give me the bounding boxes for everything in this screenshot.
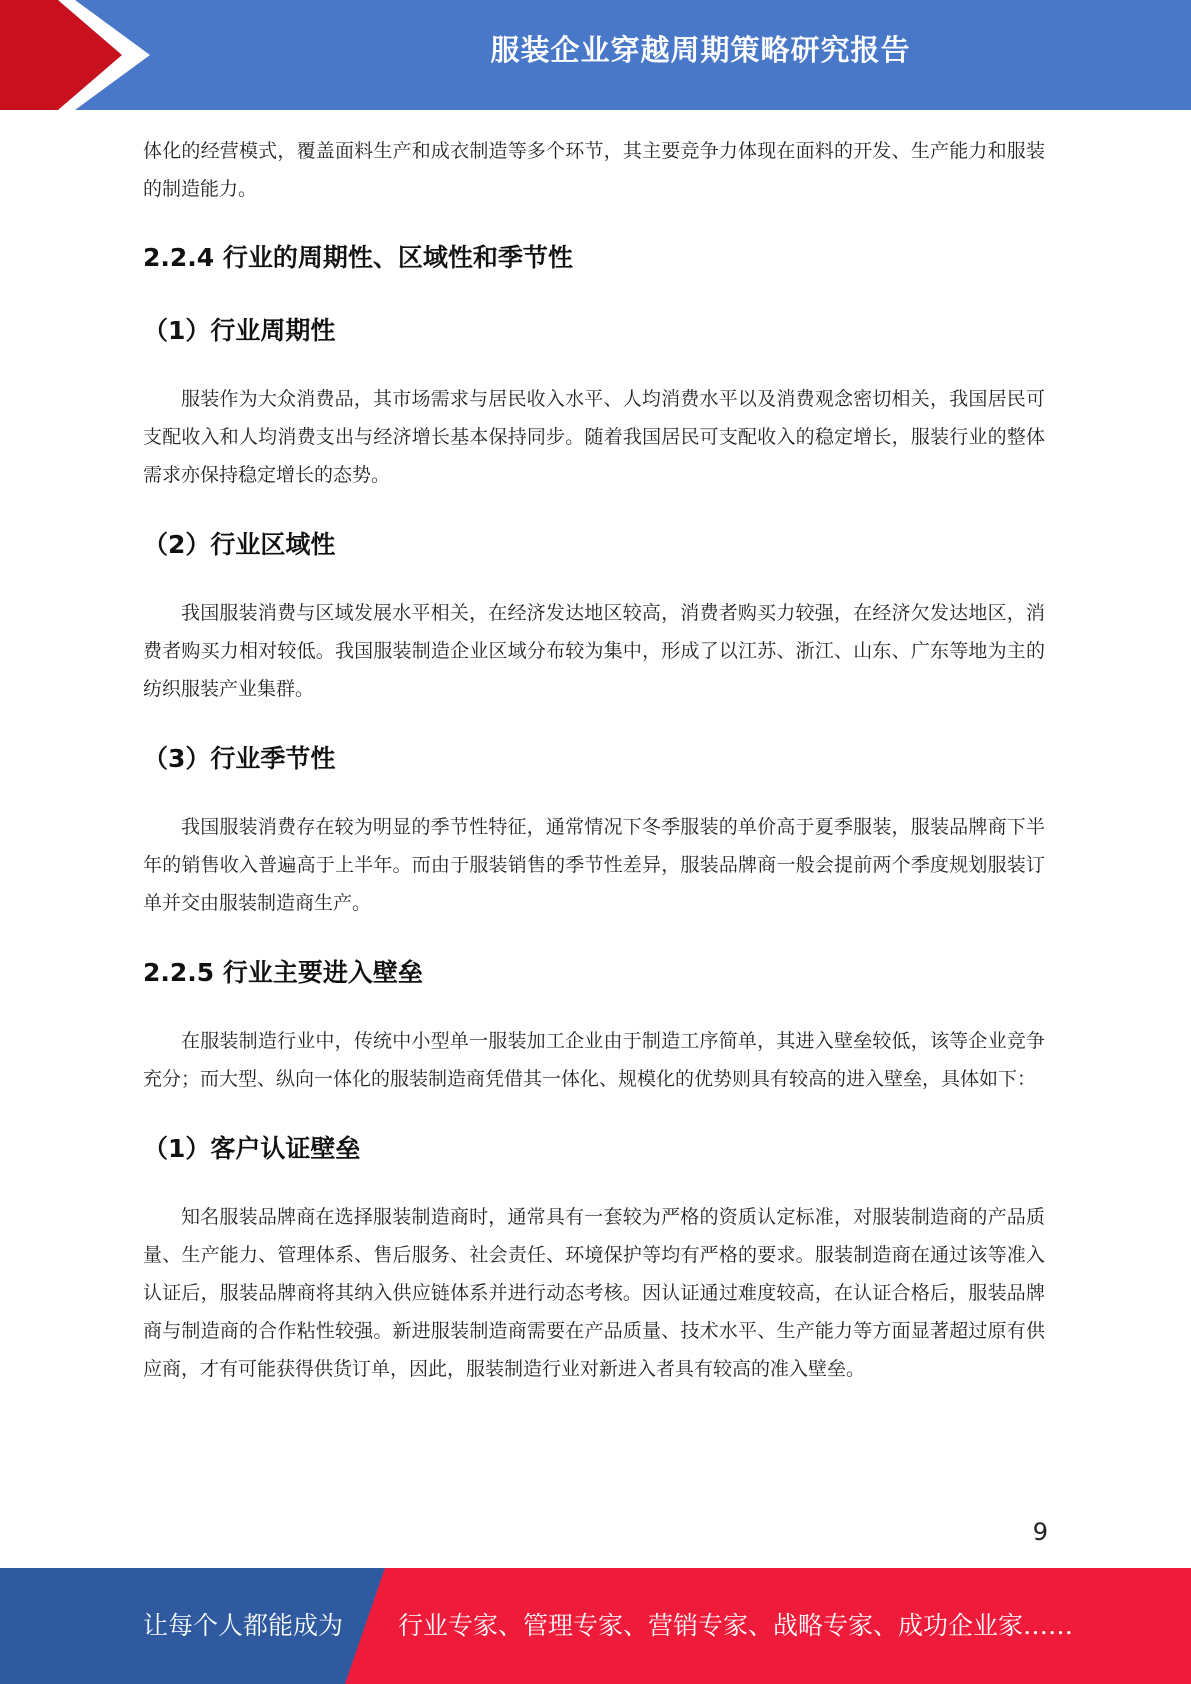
paragraph-industry-cyclicality: 服装作为大众消费品，其市场需求与居民收入水平、人均消费水平以及消费观念密切相关，我国居民可支配收入和人均消费支出与经济增长基本保持同步。随着我国居民可支配收入的稳定增长，服装行业的整体需求亦保持稳定增长的态势。 bbox=[143, 388, 1045, 486]
subheading-industry-cyclicality: （1）行业周期性 bbox=[143, 316, 336, 345]
paragraph-industry-seasonality: 我国服装消费存在较为明显的季节性特征，通常情况下冬季服装的单价高于夏季服装，服装品牌商下半年的销售收入普遍高于上半年。而由于服装销售的季节性差异，服装品牌商一般会提前两个季度规划服装订单并交由服装制造商生产。 bbox=[143, 816, 1045, 914]
subheading-customer-certification-barrier: （1）客户认证壁垒 bbox=[143, 1134, 361, 1163]
subheading-industry-seasonality: （3）行业季节性 bbox=[143, 744, 336, 773]
page-content bbox=[143, 132, 1045, 1388]
page-footer bbox=[0, 1568, 1191, 1684]
page-number: 9 bbox=[1032, 1518, 1048, 1546]
header-chevron-graphic bbox=[0, 0, 160, 110]
paragraph-entry-barriers-intro: 在服装制造行业中，传统中小型单一服装加工企业由于制造工序简单，其进入壁垒较低，该等企业竞争充分；而大型、纵向一体化的服装制造商凭借其一体化、规模化的优势则具有较高的进入壁垒，具体如下： bbox=[143, 1030, 1045, 1090]
intro-continuation-paragraph: 体化的经营模式，覆盖面料生产和成衣制造等多个环节，其主要竞争力体现在面料的开发、生产能力和服装的制造能力。 bbox=[143, 140, 1045, 200]
footer-slogan-left: 让每个人都能成为 bbox=[143, 1611, 344, 1640]
report-title: 服装企业穿越周期策略研究报告 bbox=[490, 33, 911, 67]
section-heading-2-2-5: 2.2.5 行业主要进入壁垒 bbox=[143, 958, 423, 987]
subheading-industry-regionality: （2）行业区域性 bbox=[143, 530, 336, 559]
paragraph-customer-certification-barrier: 知名服装品牌商在选择服装制造商时，通常具有一套较为严格的资质认定标准，对服装制造商的产品质量、生产能力、管理体系、售后服务、社会责任、环境保护等均有严格的要求。服装制造商在通过该等准入认证后，服装品牌商将其纳入供应链体系并进行动态考核。因认证通过难度较高，在认证合格后，服装品牌商与制造商的合作粘性较强。新进服装制造商需要在产品质量、技术水平、生产能力等方面显著超过原有供应商，才有可能获得供货订单，因此，服装制造行业对新进入者具有较高的准入壁垒。 bbox=[143, 1206, 1045, 1380]
section-heading-2-2-4: 2.2.4 行业的周期性、区域性和季节性 bbox=[143, 243, 573, 272]
footer-slogan-right: 行业专家、管理专家、营销专家、战略专家、成功企业家…… bbox=[398, 1611, 1074, 1640]
page-header bbox=[0, 0, 1191, 110]
paragraph-industry-regionality: 我国服装消费与区域发展水平相关，在经济发达地区较高，消费者购买力较强，在经济欠发达地区，消费者购买力相对较低。我国服装制造企业区域分布较为集中，形成了以江苏、浙江、山东、广东等地为主的纺织服装产业集群。 bbox=[143, 602, 1045, 700]
